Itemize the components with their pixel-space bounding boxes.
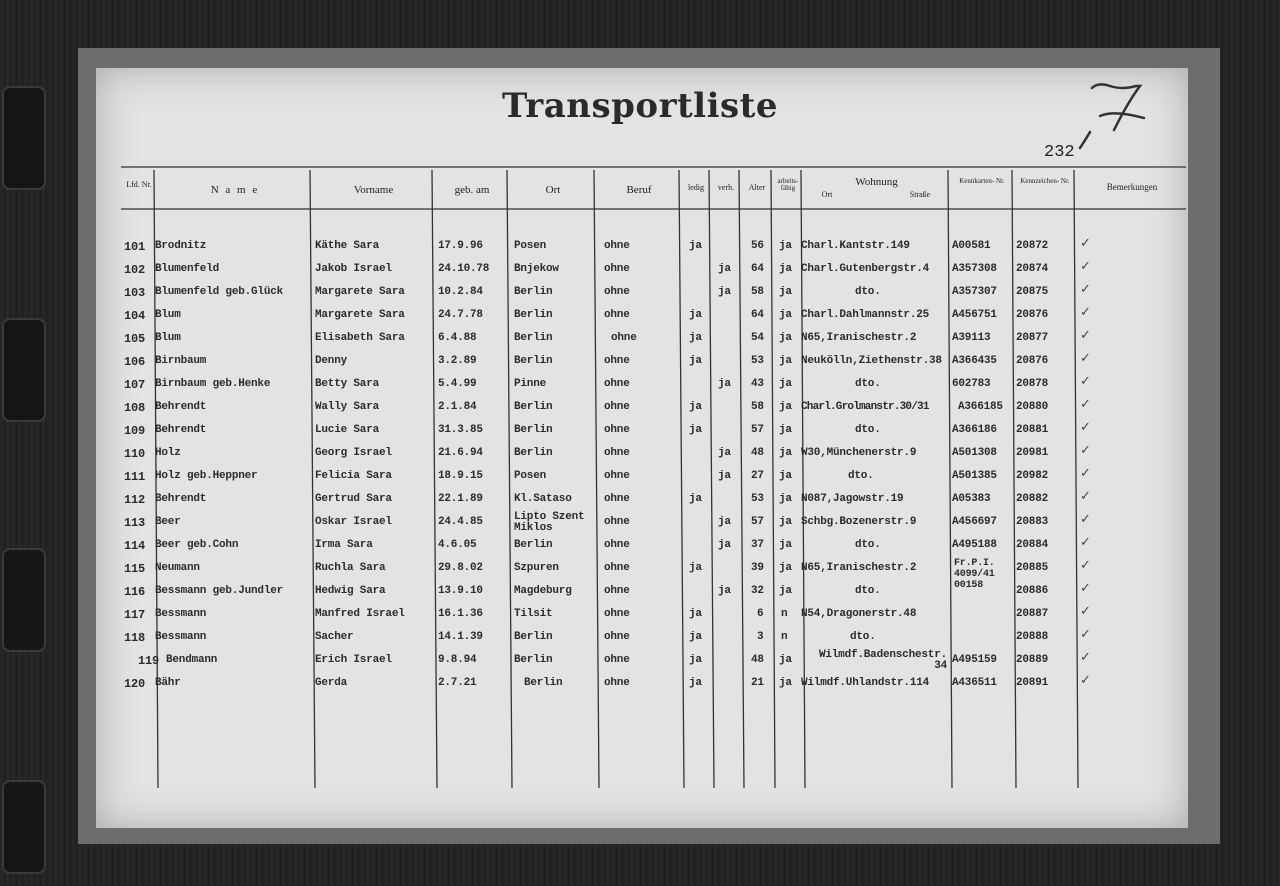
cell-vorname: Betty Sara (315, 378, 380, 390)
cell-name: Bessmann (155, 631, 207, 643)
cell-name: Brodnitz (155, 240, 207, 252)
cell-kennkarten-nr: A456697 (952, 516, 997, 528)
column-header-ort: Ort (545, 184, 561, 196)
cell-kennzeichen-nr: 20882 (1016, 493, 1049, 505)
cell-wohnung: dto. (855, 286, 881, 298)
cell-geb-am: 2.7.21 (438, 677, 477, 689)
cell-alter: 57 (751, 424, 764, 436)
cell-alter: 48 (751, 447, 764, 459)
cell-kennzeichen-nr: 20981 (1016, 447, 1049, 459)
cell-alter: 48 (751, 654, 764, 666)
cell-ledig: ja (689, 332, 702, 344)
cell-alter: 32 (751, 585, 764, 597)
film-sprocket-hole (2, 548, 46, 652)
cell-verh: ja (718, 286, 731, 298)
cell-ort: Berlin (514, 309, 553, 321)
column-header-arbeitsfaehig: arbeits- fähig (777, 177, 799, 193)
cell-kennzeichen-nr: 20891 (1016, 677, 1049, 689)
cell-name: Behrendt (155, 493, 207, 505)
cell-kennkarten-nr: A05383 (952, 493, 991, 505)
cell-kennkarten-nr: A366185 (958, 401, 1003, 413)
cell-vorname: Denny (315, 355, 348, 367)
cell-wohnung: N087,Jagowstr.19 (801, 493, 904, 505)
cell-beruf: ohne (604, 286, 630, 298)
cell-nr: 116 (124, 585, 146, 599)
cell-geb-am: 17.9.96 (438, 240, 483, 252)
cell-alter: 53 (751, 355, 764, 367)
handwritten-mark-seven (1070, 72, 1150, 152)
cell-nr: 104 (124, 309, 146, 323)
cell-kennkarten-nr: 602783 (952, 378, 991, 390)
checkmark-icon: ✓ (1080, 259, 1091, 274)
cell-vorname: Manfred Israel (315, 608, 405, 620)
cell-kennzeichen-nr: 20982 (1016, 470, 1049, 482)
cell-arbeitsfaehig: ja (779, 562, 792, 574)
cell-ort: Berlin (514, 355, 553, 367)
cell-geb-am: 13.9.10 (438, 585, 483, 597)
cell-kennkarten-nr: A366186 (952, 424, 997, 436)
cell-geb-am: 4.6.05 (438, 539, 477, 551)
cell-arbeitsfaehig: ja (779, 309, 792, 321)
cell-wohnung: Schbg.Bozenerstr.9 (801, 516, 917, 528)
cell-kennzeichen-nr: 20881 (1016, 424, 1049, 436)
cell-nr: 103 (124, 286, 146, 300)
cell-ort: Berlin (514, 332, 553, 344)
cell-kennkarten-nr: A00581 (952, 240, 991, 252)
cell-vorname: Gertrud Sara (315, 493, 392, 505)
cell-arbeitsfaehig: ja (779, 677, 792, 689)
cell-nr: 115 (124, 562, 146, 576)
document-title: Transportliste (501, 86, 778, 126)
column-header-beruf: Beruf (626, 184, 652, 196)
cell-name: Behrendt (155, 401, 207, 413)
cell-nr: 120 (124, 677, 146, 691)
cell-name: Neumann (155, 562, 200, 574)
checkmark-icon: ✓ (1080, 305, 1091, 320)
cell-alter: 39 (751, 562, 764, 574)
checkmark-icon: ✓ (1080, 466, 1091, 481)
cell-nr: 112 (124, 493, 146, 507)
cell-ort: Berlin (514, 539, 553, 551)
cell-kennzeichen-nr: 20880 (1016, 401, 1049, 413)
cell-ort: Posen (514, 240, 547, 252)
cell-arbeitsfaehig: ja (779, 470, 792, 482)
cell-wohnung: dto. (850, 631, 876, 643)
cell-beruf: ohne (604, 447, 630, 459)
cell-wohnung: dto. (855, 585, 881, 597)
cell-name: Blum (155, 332, 181, 344)
checkmark-icon: ✓ (1080, 374, 1091, 389)
cell-kennzeichen-nr: 20876 (1016, 355, 1049, 367)
cell-vorname: Felicia Sara (315, 470, 392, 482)
cell-geb-am: 16.1.36 (438, 608, 483, 620)
cell-wohnung: dto. (855, 378, 881, 390)
cell-geb-am: 3.2.89 (438, 355, 477, 367)
cell-arbeitsfaehig: ja (779, 539, 792, 551)
cell-kennzeichen-nr: 20885 (1016, 562, 1049, 574)
cell-vorname: Irma Sara (315, 539, 373, 551)
cell-beruf: ohne (604, 631, 630, 643)
cell-geb-am: 9.8.94 (438, 654, 477, 666)
checkmark-icon: ✓ (1080, 604, 1091, 619)
cell-kennkarten-nr: A501308 (952, 447, 997, 459)
cell-verh: ja (718, 585, 731, 597)
cell-kennkarten-nr: A357308 (952, 263, 997, 275)
cell-geb-am: 2.1.84 (438, 401, 477, 413)
cell-arbeitsfaehig: ja (779, 332, 792, 344)
cell-vorname: Gerda (315, 677, 348, 689)
cell-vorname: Hedwig Sara (315, 585, 386, 597)
cell-beruf: ohne (604, 654, 630, 666)
cell-wohnung: N54,Dragonerstr.48 (801, 608, 917, 620)
page-number: 232 (1044, 143, 1075, 162)
cell-wohnung: W30,Münchenerstr.9 (801, 447, 917, 459)
cell-beruf: ohne (604, 263, 630, 275)
cell-alter: 58 (751, 286, 764, 298)
cell-vorname: Jakob Israel (315, 263, 392, 275)
column-header-ledig: ledig (688, 183, 704, 192)
cell-verh: ja (718, 263, 731, 275)
cell-geb-am: 22.1.89 (438, 493, 483, 505)
cell-alter: 54 (751, 332, 764, 344)
cell-ort: Magdeburg (514, 585, 572, 597)
cell-beruf: ohne (604, 309, 630, 321)
cell-kennzeichen-nr: 20883 (1016, 516, 1049, 528)
cell-beruf: ohne (611, 332, 637, 344)
column-header-alter: Alter (748, 183, 766, 192)
film-sprocket-hole (2, 318, 46, 422)
cell-kennkarten-nr: A39113 (952, 332, 991, 344)
cell-arbeitsfaehig: ja (779, 378, 792, 390)
cell-nr: 113 (124, 516, 146, 530)
cell-nr: 101 (124, 240, 146, 254)
cell-geb-am: 29.8.02 (438, 562, 483, 574)
cell-name: Bähr (155, 677, 181, 689)
column-header-bemerkungen: Bemerkungen (1106, 182, 1158, 192)
checkmark-icon: ✓ (1080, 535, 1091, 550)
cell-ort: Berlin (514, 286, 553, 298)
cell-kennkarten-nr: A357307 (952, 286, 997, 298)
column-header-verh: verh. (717, 183, 735, 192)
cell-ledig: ja (689, 493, 702, 505)
cell-name: Holz (155, 447, 181, 459)
cell-wohnung: dto. (855, 539, 881, 551)
cell-verh: ja (718, 447, 731, 459)
checkmark-icon: ✓ (1080, 650, 1091, 665)
checkmark-icon: ✓ (1080, 397, 1091, 412)
checkmark-icon: ✓ (1080, 328, 1091, 343)
cell-kennzeichen-nr: 20884 (1016, 539, 1049, 551)
cell-nr: 109 (124, 424, 146, 438)
cell-kennzeichen-nr: 20874 (1016, 263, 1049, 275)
cell-wohnung: dto. (848, 470, 874, 482)
cell-arbeitsfaehig: ja (779, 240, 792, 252)
cell-wohnung: N65,Iranischestr.2 (801, 332, 917, 344)
cell-name: Birnbaum (155, 355, 207, 367)
checkmark-icon: ✓ (1080, 558, 1091, 573)
checkmark-icon: ✓ (1080, 512, 1091, 527)
cell-kennkarten-nr: A501385 (952, 470, 997, 482)
cell-kennzeichen-nr: 20889 (1016, 654, 1049, 666)
checkmark-icon: ✓ (1080, 282, 1091, 297)
cell-geb-am: 24.10.78 (438, 263, 490, 275)
cell-ledig: ja (689, 309, 702, 321)
column-header-wohnung-strasse: Straße (909, 190, 931, 199)
cell-ledig: ja (689, 631, 702, 643)
cell-vorname: Erich Israel (315, 654, 392, 666)
cell-nr: 119 (138, 654, 160, 668)
cell-ort: Berlin (514, 424, 553, 436)
cell-name: Behrendt (155, 424, 207, 436)
cell-vorname: Lucie Sara (315, 424, 380, 436)
cell-beruf: ohne (604, 401, 630, 413)
cell-arbeitsfaehig: ja (779, 424, 792, 436)
cell-ort: Pinne (514, 378, 547, 390)
cell-alter: 37 (751, 539, 764, 551)
cell-arbeitsfaehig: ja (779, 516, 792, 528)
cell-alter: 56 (751, 240, 764, 252)
cell-kennzeichen-nr: 20887 (1016, 608, 1049, 620)
cell-verh: ja (718, 516, 731, 528)
cell-ort: Szpuren (514, 562, 559, 574)
cell-arbeitsfaehig: n (781, 608, 788, 620)
cell-ledig: ja (689, 562, 702, 574)
cell-nr: 102 (124, 263, 146, 277)
cell-arbeitsfaehig: ja (779, 263, 792, 275)
cell-kennzeichen-nr: 20877 (1016, 332, 1049, 344)
cell-vorname: Wally Sara (315, 401, 380, 413)
cell-beruf: ohne (604, 677, 630, 689)
cell-vorname: Ruchla Sara (315, 562, 386, 574)
cell-name: Beer (155, 516, 181, 528)
cell-name: Birnbaum geb.Henke (155, 378, 271, 390)
cell-vorname: Georg Israel (315, 447, 392, 459)
cell-kennkarten-nr: A456751 (952, 309, 997, 321)
cell-alter: 64 (751, 263, 764, 275)
cell-ledig: ja (689, 654, 702, 666)
column-header-wohnung: Wohnung (855, 176, 898, 188)
cell-name: Beer geb.Cohn (155, 539, 239, 551)
cell-ort: Berlin (514, 447, 553, 459)
column-header-kennzeichen-nr: Kennzeichen- Nr. (1020, 177, 1070, 185)
cell-arbeitsfaehig: ja (779, 447, 792, 459)
cell-geb-am: 10.2.84 (438, 286, 483, 298)
cell-arbeitsfaehig: ja (779, 654, 792, 666)
cell-name: Blum (155, 309, 181, 321)
cell-ledig: ja (689, 677, 702, 689)
cell-ort: Berlin (514, 654, 553, 666)
cell-kennzeichen-nr: 20872 (1016, 240, 1049, 252)
column-header-name: N a m e (210, 184, 260, 196)
cell-ledig: ja (689, 355, 702, 367)
cell-ledig: ja (689, 401, 702, 413)
cell-arbeitsfaehig: ja (779, 355, 792, 367)
cell-alter: 6 (757, 608, 764, 620)
cell-wohnung: Neukölln,Ziethenstr.38 (801, 355, 942, 367)
cell-ort: Lipto Szent Miklos (514, 511, 585, 534)
cell-vorname: Elisabeth Sara (315, 332, 405, 344)
checkmark-icon: ✓ (1080, 627, 1091, 642)
cell-ort: Bnjekow (514, 263, 559, 275)
cell-geb-am: 31.3.85 (438, 424, 483, 436)
cell-ort: Berlin (524, 677, 563, 689)
cell-geb-am: 24.7.78 (438, 309, 483, 321)
cell-kennkarten-nr: A495159 (952, 654, 997, 666)
cell-alter: 58 (751, 401, 764, 413)
cell-geb-am: 14.1.39 (438, 631, 483, 643)
cell-geb-am: 18.9.15 (438, 470, 483, 482)
cell-beruf: ohne (604, 493, 630, 505)
checkmark-icon: ✓ (1080, 489, 1091, 504)
cell-alter: 53 (751, 493, 764, 505)
cell-kennkarten-nr: Fr.P.I. 4099/41 00158 (954, 558, 995, 591)
cell-nr: 117 (124, 608, 146, 622)
cell-arbeitsfaehig: ja (779, 585, 792, 597)
cell-geb-am: 5.4.99 (438, 378, 477, 390)
cell-kennkarten-nr: A366435 (952, 355, 997, 367)
cell-beruf: ohne (604, 516, 630, 528)
cell-alter: 57 (751, 516, 764, 528)
cell-alter: 43 (751, 378, 764, 390)
cell-beruf: ohne (604, 424, 630, 436)
cell-wohnung: dto. (855, 424, 881, 436)
cell-geb-am: 24.4.85 (438, 516, 483, 528)
cell-nr: 114 (124, 539, 146, 553)
cell-name: Bendmann (166, 654, 218, 666)
cell-beruf: ohne (604, 608, 630, 620)
cell-kennzeichen-nr: 20875 (1016, 286, 1049, 298)
cell-arbeitsfaehig: n (781, 631, 788, 643)
cell-beruf: ohne (604, 539, 630, 551)
checkmark-icon: ✓ (1080, 420, 1091, 435)
cell-beruf: ohne (604, 470, 630, 482)
cell-kennzeichen-nr: 20878 (1016, 378, 1049, 390)
cell-nr: 118 (124, 631, 146, 645)
cell-name: Blumenfeld (155, 263, 220, 275)
cell-name: Blumenfeld geb.Glück (155, 286, 284, 298)
cell-arbeitsfaehig: ja (779, 493, 792, 505)
cell-kennzeichen-nr: 20888 (1016, 631, 1049, 643)
checkmark-icon: ✓ (1080, 443, 1091, 458)
cell-vorname: Margarete Sara (315, 286, 405, 298)
cell-beruf: ohne (604, 562, 630, 574)
checkmark-icon: ✓ (1080, 351, 1091, 366)
cell-alter: 21 (751, 677, 764, 689)
cell-wohnung: Charl.Dahlmannstr.25 (801, 309, 930, 321)
cell-nr: 107 (124, 378, 146, 392)
column-header-vorname: Vorname (353, 184, 394, 196)
column-header-wohnung-ort: Ort (821, 190, 833, 199)
cell-name: Bessmann geb.Jundler (155, 585, 284, 597)
checkmark-icon: ✓ (1080, 236, 1091, 251)
cell-wohnung: Wilmdf.Badenschestr. 34 (818, 649, 947, 672)
cell-alter: 3 (757, 631, 764, 643)
cell-wohnung: Charl.Grolmanstr.30/31 (801, 401, 929, 413)
cell-nr: 111 (124, 470, 146, 484)
cell-verh: ja (718, 378, 731, 390)
cell-wohnung: Charl.Kantstr.149 (801, 240, 910, 252)
cell-kennkarten-nr: A495188 (952, 539, 997, 551)
cell-wohnung: Charl.Gutenbergstr.4 (801, 263, 930, 275)
cell-nr: 108 (124, 401, 146, 415)
cell-nr: 106 (124, 355, 146, 369)
cell-ledig: ja (689, 608, 702, 620)
cell-ort: Posen (514, 470, 547, 482)
cell-verh: ja (718, 539, 731, 551)
cell-wohnung: Wilmdf.Uhlandstr.114 (801, 677, 930, 689)
cell-geb-am: 6.4.88 (438, 332, 477, 344)
cell-kennkarten-nr: A436511 (952, 677, 997, 689)
cell-verh: ja (718, 470, 731, 482)
cell-ort: Kl.Sataso (514, 493, 572, 505)
column-header-geb-am: geb. am (454, 184, 490, 196)
cell-name: Holz geb.Heppner (155, 470, 258, 482)
cell-ledig: ja (689, 240, 702, 252)
cell-kennzeichen-nr: 20876 (1016, 309, 1049, 321)
cell-geb-am: 21.6.94 (438, 447, 483, 459)
cell-beruf: ohne (604, 585, 630, 597)
cell-beruf: ohne (604, 378, 630, 390)
cell-vorname: Oskar Israel (315, 516, 392, 528)
cell-nr: 110 (124, 447, 146, 461)
cell-ort: Berlin (514, 631, 553, 643)
cell-ort: Berlin (514, 401, 553, 413)
cell-ort: Tilsit (514, 608, 553, 620)
cell-name: Bessmann (155, 608, 207, 620)
cell-wohnung: N65,Iranischestr.2 (801, 562, 917, 574)
cell-kennzeichen-nr: 20886 (1016, 585, 1049, 597)
checkmark-icon: ✓ (1080, 673, 1091, 688)
cell-vorname: Käthe Sara (315, 240, 380, 252)
cell-beruf: ohne (604, 240, 630, 252)
cell-beruf: ohne (604, 355, 630, 367)
cell-ledig: ja (689, 424, 702, 436)
cell-nr: 105 (124, 332, 146, 346)
column-header-nr: Lfd. Nr. (126, 180, 152, 189)
cell-alter: 27 (751, 470, 764, 482)
cell-alter: 64 (751, 309, 764, 321)
cell-vorname: Margarete Sara (315, 309, 405, 321)
cell-arbeitsfaehig: ja (779, 286, 792, 298)
checkmark-icon: ✓ (1080, 581, 1091, 596)
cell-arbeitsfaehig: ja (779, 401, 792, 413)
film-sprocket-hole (2, 780, 46, 874)
cell-vorname: Sacher (315, 631, 354, 643)
column-header-kennkarten-nr: Kennkarten- Nr. (959, 177, 1005, 185)
